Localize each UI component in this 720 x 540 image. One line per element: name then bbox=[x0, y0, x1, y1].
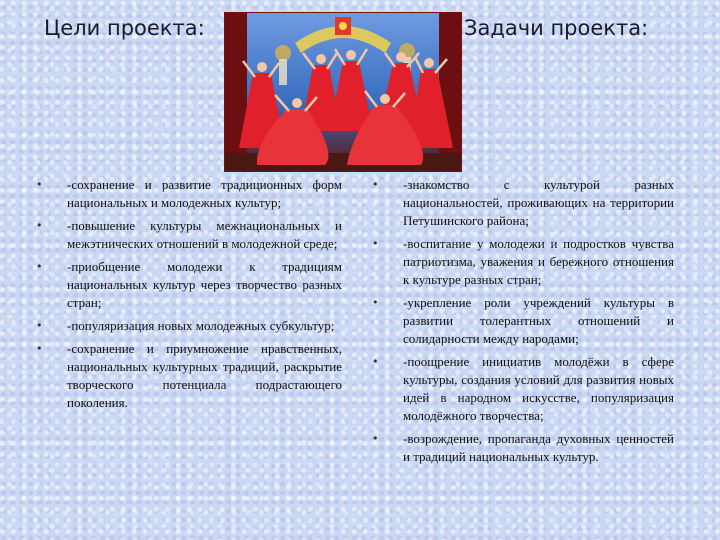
task-text: -укрепление роли учреждений культуры в развитии толерантных отношений и солидарности между народами; bbox=[403, 295, 674, 346]
goal-text: -сохранение и приумножение нравственных, национальных культурных традиций, раскрытие творческого потенциала подрастающего поколения. bbox=[67, 341, 342, 410]
bullet-icon: • bbox=[36, 319, 43, 332]
dancers-illustration bbox=[225, 13, 461, 171]
goal-item bbox=[36, 340, 342, 412]
task-item bbox=[372, 176, 674, 230]
task-text: -возрождение, пропаганда духовных ценностей и традиций национальных культур. bbox=[403, 431, 674, 464]
goals-list bbox=[36, 176, 342, 412]
goal-text: -повышение культуры межнациональных и межэтнических отношений в молодежной среде; bbox=[67, 218, 342, 251]
goal-item bbox=[36, 217, 342, 253]
bullet-icon: • bbox=[372, 296, 379, 309]
bullet-icon: • bbox=[372, 355, 379, 368]
bullet-icon: • bbox=[372, 237, 379, 250]
bullet-icon: • bbox=[36, 260, 43, 273]
task-item bbox=[372, 235, 674, 289]
goal-text: -сохранение и развитие традиционных форм национальных и молодежных культур; bbox=[67, 177, 342, 210]
bullet-icon: • bbox=[36, 219, 43, 232]
goal-item bbox=[36, 317, 342, 335]
tasks-list bbox=[372, 176, 674, 466]
goal-item bbox=[36, 176, 342, 212]
task-text: -поощрение инициатив молодёжи в сфере культуры, создания условий для развития новых идей в народном искусстве, популяризация молодёжного творчества; bbox=[403, 354, 674, 423]
task-item bbox=[372, 294, 674, 348]
bullet-icon: • bbox=[372, 432, 379, 445]
task-text: -воспитание у молодежи и подростков чувства патриотизма, уважения и бережного отношения к культуре разных стран; bbox=[403, 236, 674, 287]
task-item bbox=[372, 353, 674, 425]
bullet-icon: • bbox=[36, 342, 43, 355]
bullet-icon: • bbox=[36, 178, 43, 191]
tasks-title: Задачи проекта: bbox=[464, 16, 649, 40]
goals-title: Цели проекта: bbox=[44, 16, 205, 40]
goal-text: -приобщение молодежи к традициям национальных культур через творчество разных стран; bbox=[67, 259, 342, 310]
task-text: -знакомство с культурой разных национальностей, проживающих на территории Петушинского района; bbox=[403, 177, 674, 228]
dancers-photo bbox=[224, 12, 462, 172]
bullet-icon: • bbox=[372, 178, 379, 191]
goal-item bbox=[36, 258, 342, 312]
goal-text: -популяризация новых молодежных субкультур; bbox=[67, 318, 335, 333]
task-item bbox=[372, 430, 674, 466]
